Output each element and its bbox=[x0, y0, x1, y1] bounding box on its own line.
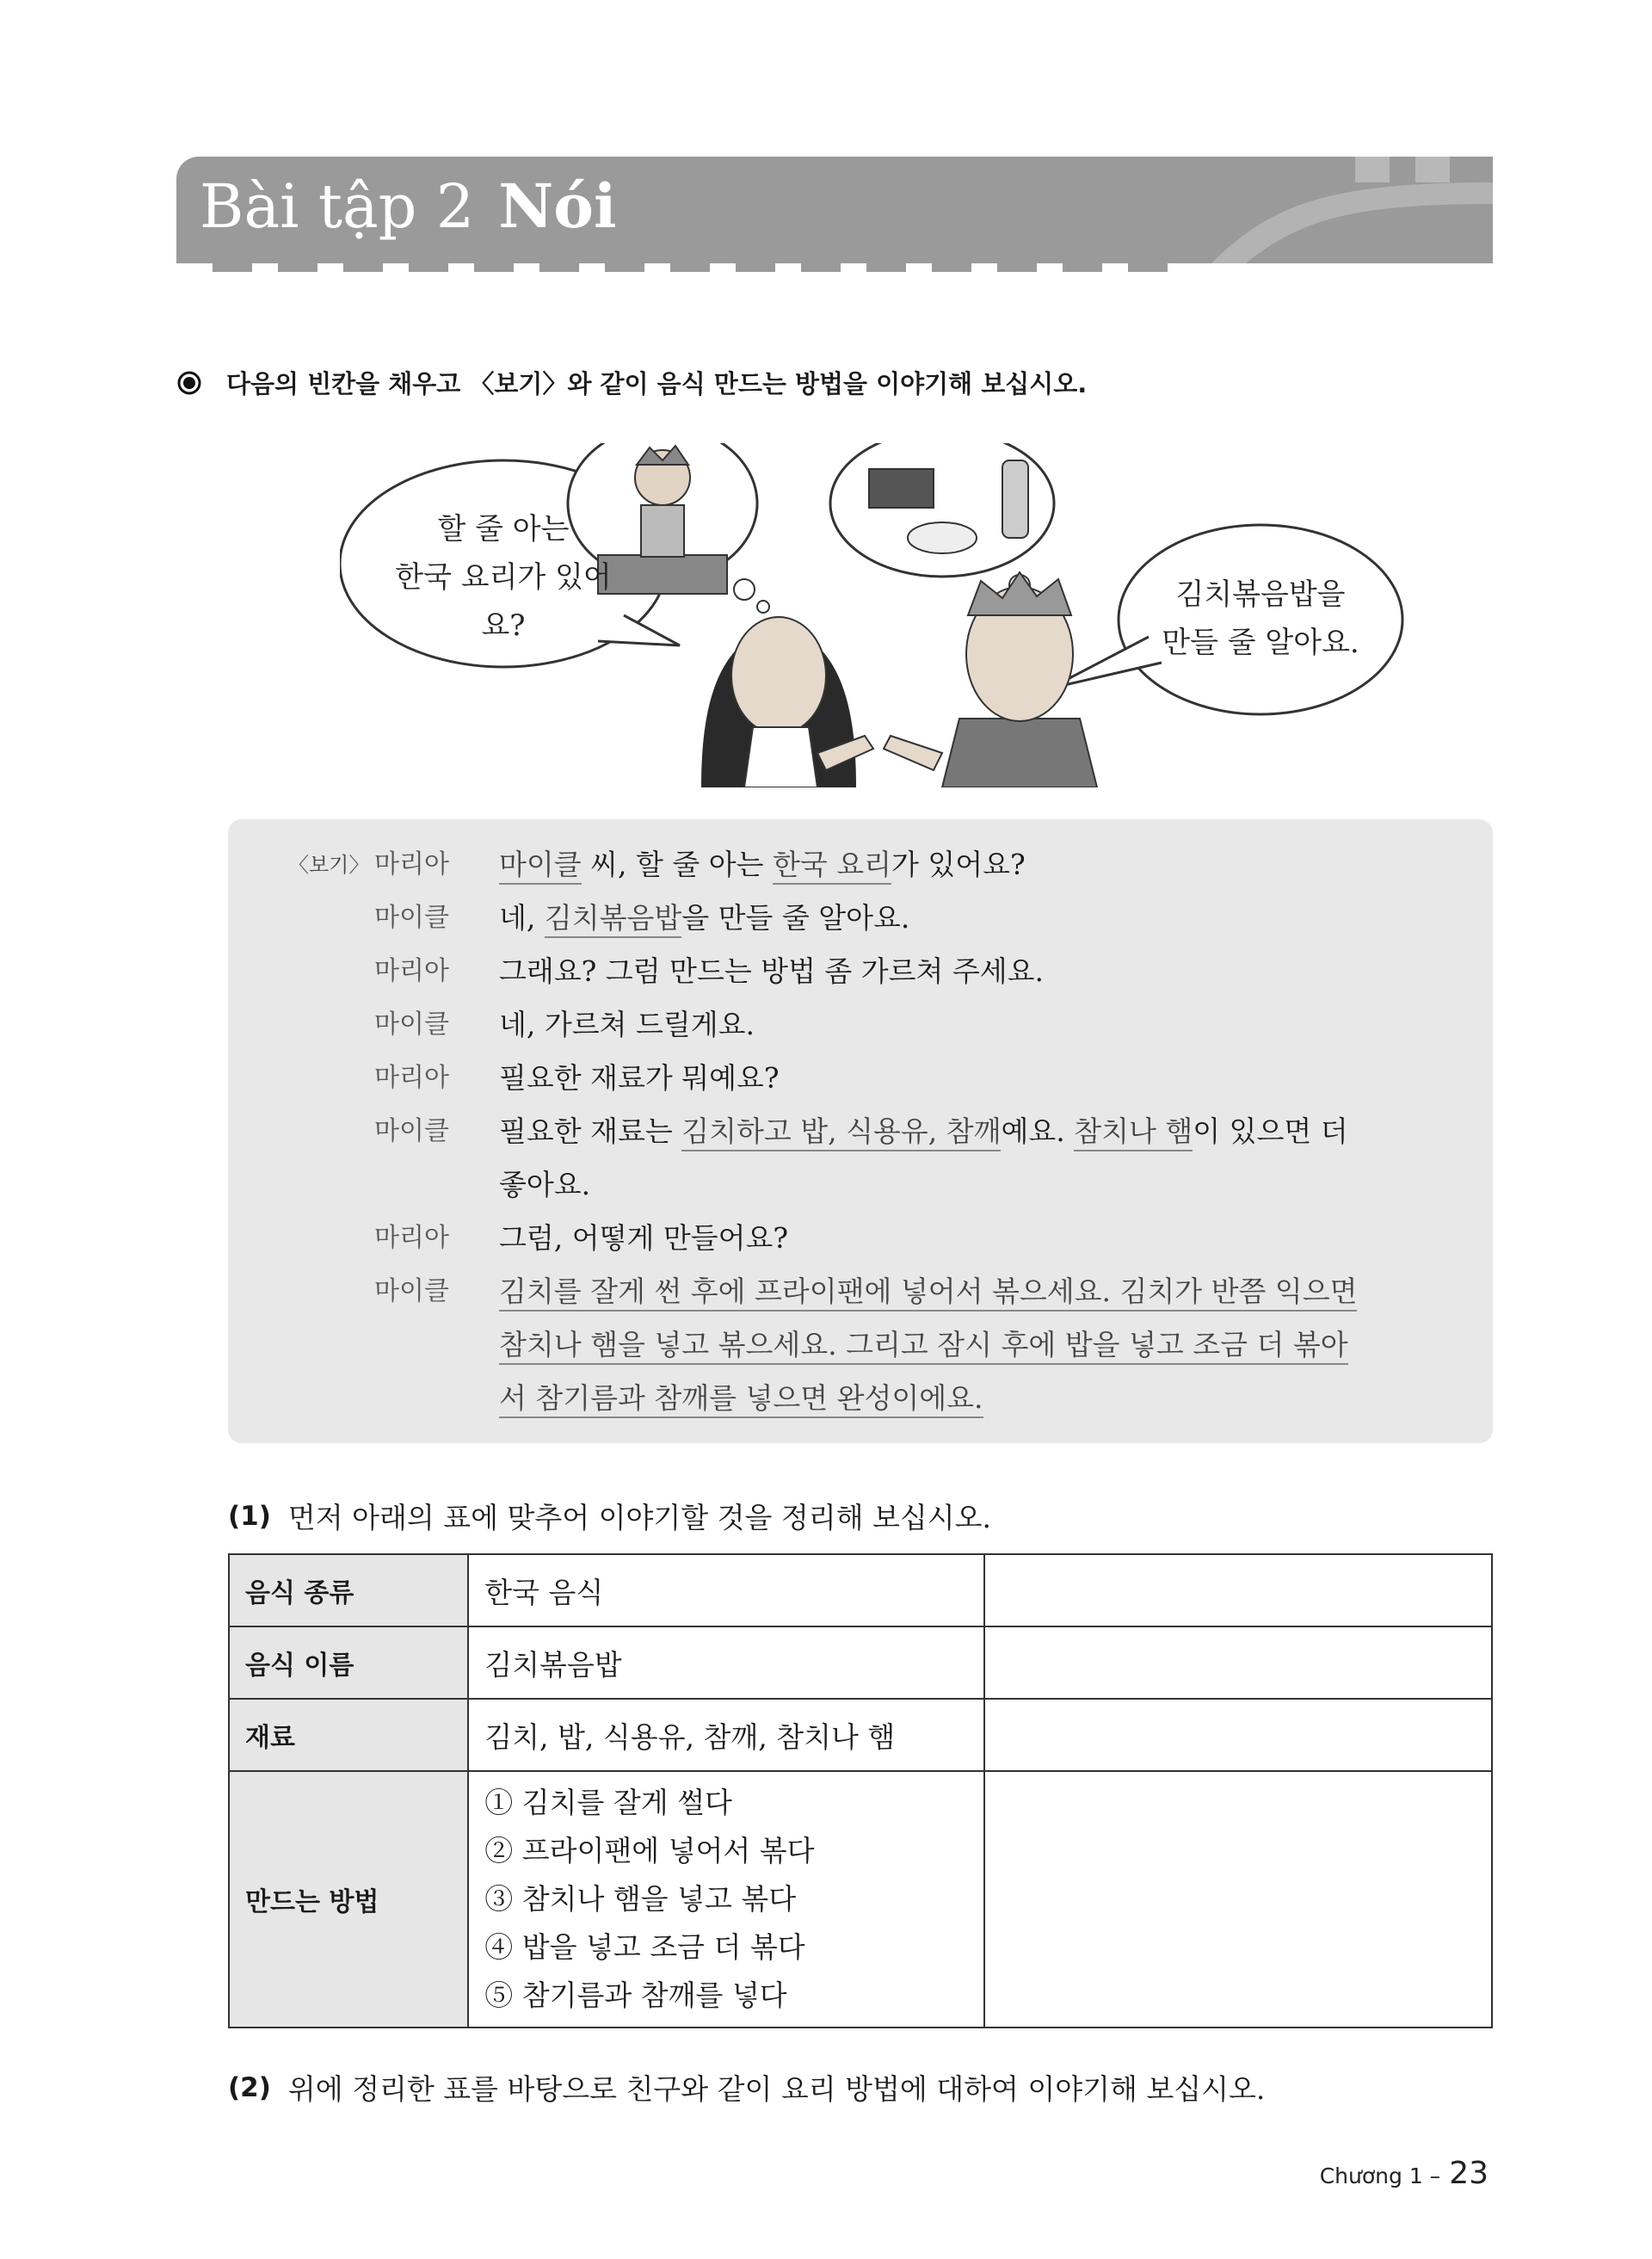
dialogue-phrase: 을 만들 줄 알아요. bbox=[681, 901, 910, 935]
underlined-phrase: 김치볶음밥 bbox=[545, 901, 681, 938]
speech-line: 만들 줄 알아요. bbox=[1162, 626, 1359, 660]
underlined-phrase: 김치하고 밥, 식용유, 참깨 bbox=[681, 1114, 1001, 1151]
instruction bbox=[176, 365, 1087, 400]
dialogue-text bbox=[499, 945, 1044, 998]
dialogue-phrase: 예요. bbox=[1001, 1114, 1075, 1148]
speaker-name: 마리아 bbox=[374, 1063, 449, 1093]
blank-cell[interactable] bbox=[984, 1699, 1492, 1771]
table-row bbox=[229, 1626, 1492, 1699]
dialogue-text bbox=[499, 1158, 590, 1212]
dialogue-phrase: 그래요? 그럼 만드는 방법 좀 가르쳐 주세요. bbox=[499, 954, 1045, 988]
blank-cell[interactable] bbox=[984, 1626, 1492, 1699]
speech-bubble-left bbox=[374, 505, 632, 650]
row-value: 김치볶음밥 bbox=[468, 1626, 984, 1699]
dialogue-text bbox=[499, 1265, 1357, 1318]
underlined-phrase: 한국 요리 bbox=[773, 848, 891, 885]
dialogue-text bbox=[499, 998, 755, 1052]
task-1 bbox=[228, 1496, 991, 1536]
example-dialogue bbox=[228, 819, 1493, 1443]
dialogue-phrase: 네, bbox=[499, 901, 545, 935]
method-step: ① 김치를 잘게 썰다 bbox=[484, 1786, 732, 1819]
dialogue-text bbox=[499, 1372, 983, 1425]
speech-line: 김치볶음밥을 bbox=[1175, 577, 1346, 612]
chapter-label: Chương 1 – bbox=[1319, 2163, 1441, 2188]
method-step: ④ 밥을 넣고 조금 더 볶다 bbox=[484, 1930, 805, 1964]
blank-cell[interactable] bbox=[984, 1771, 1492, 2028]
bullet-icon bbox=[176, 370, 202, 396]
method-step: ③ 참치나 햄을 넣고 볶다 bbox=[484, 1882, 797, 1916]
dialogue-phrase: 좋아요. bbox=[499, 1168, 591, 1201]
task-number: (1) bbox=[228, 1500, 271, 1532]
dialogue-text bbox=[499, 1318, 1348, 1372]
dialogue-phrase: 필요한 재료는 bbox=[499, 1114, 682, 1148]
dialogue-text bbox=[499, 892, 909, 945]
underlined-phrase: 참치나 햄을 넣고 볶으세요. 그리고 잠시 후에 밥을 넣고 조금 더 볶아 bbox=[499, 1328, 1348, 1365]
dialogue-phrase: 이 있으면 더 bbox=[1193, 1114, 1348, 1148]
method-steps bbox=[468, 1771, 984, 2028]
speaker-name: 마이클 bbox=[374, 1116, 449, 1146]
speech-line: 한국 요리가 있어요? bbox=[395, 560, 612, 643]
instruction-text: 다음의 빈칸을 채우고 〈보기〉와 같이 음식 만드는 방법을 이야기해 보십시오. bbox=[226, 369, 1088, 398]
task-text: 위에 정리한 표를 바탕으로 친구와 같이 요리 방법에 대하여 이야기해 보십시오. bbox=[287, 2072, 1266, 2106]
method-step: ② 프라이팬에 넣어서 볶다 bbox=[484, 1834, 815, 1867]
summary-table bbox=[228, 1553, 1493, 2028]
dialogue-text bbox=[499, 1212, 788, 1265]
speaker-name: 마리아 bbox=[374, 849, 449, 880]
example-tag: 〈보기〉 bbox=[288, 853, 370, 877]
illustration bbox=[340, 443, 1415, 787]
dialogue-text bbox=[499, 1105, 1348, 1158]
speaker-name: 마리아 bbox=[374, 956, 449, 986]
task-text: 먼저 아래의 표에 맞추어 이야기할 것을 정리해 보십시오. bbox=[287, 1501, 992, 1534]
speaker-name: 마이클 bbox=[374, 903, 449, 933]
row-value: 한국 음식 bbox=[468, 1554, 984, 1626]
table-row bbox=[229, 1699, 1492, 1771]
underlined-phrase: 참치나 햄 bbox=[1074, 1114, 1193, 1151]
speaker-name: 마이클 bbox=[374, 1009, 449, 1040]
speaker-name: 마리아 bbox=[374, 1223, 449, 1253]
speech-bubble-right bbox=[1136, 571, 1385, 667]
dialogue-phrase: 네, 가르쳐 드릴게요. bbox=[499, 1008, 755, 1041]
underlined-phrase: 김치를 잘게 썬 후에 프라이팬에 넣어서 볶으세요. 김치가 반쯤 익으면 bbox=[499, 1275, 1357, 1312]
dialogue-phrase: 그럼, 어떻게 만들어요? bbox=[499, 1221, 789, 1255]
blank-cell[interactable] bbox=[984, 1554, 1492, 1626]
row-label: 음식 이름 bbox=[229, 1626, 468, 1699]
page-title bbox=[200, 170, 617, 253]
row-value: 김치, 밥, 식용유, 참깨, 참치나 햄 bbox=[468, 1699, 984, 1771]
table-row bbox=[229, 1554, 1492, 1626]
dialogue-text bbox=[499, 838, 1026, 892]
row-label: 음식 종류 bbox=[229, 1554, 468, 1626]
page-number: 23 bbox=[1449, 2156, 1489, 2191]
dialogue-phrase: 필요한 재료가 뭐예요? bbox=[499, 1061, 780, 1095]
page-footer bbox=[1320, 2156, 1489, 2191]
underlined-phrase: 서 참기름과 참깨를 넣으면 완성이에요. bbox=[499, 1381, 983, 1418]
exercise-type: Nói bbox=[498, 170, 617, 242]
underlined-phrase: 마이클 bbox=[499, 848, 582, 885]
task-2 bbox=[228, 2067, 1265, 2108]
speaker-name: 마이클 bbox=[374, 1276, 449, 1306]
dialogue-text bbox=[499, 1052, 780, 1105]
row-label: 재료 bbox=[229, 1699, 468, 1771]
speech-line: 할 줄 아는 bbox=[437, 512, 570, 546]
row-label: 만드는 방법 bbox=[229, 1771, 468, 2028]
exercise-number: Bài tập 2 bbox=[200, 171, 475, 242]
dialogue-phrase: 씨, 할 줄 아는 bbox=[581, 848, 773, 881]
table-row bbox=[229, 1771, 1492, 2028]
dialogue-phrase: 가 있어요? bbox=[891, 848, 1026, 881]
method-step: ⑤ 참기름과 참깨를 넣다 bbox=[484, 1978, 787, 2012]
task-number: (2) bbox=[228, 2071, 271, 2103]
